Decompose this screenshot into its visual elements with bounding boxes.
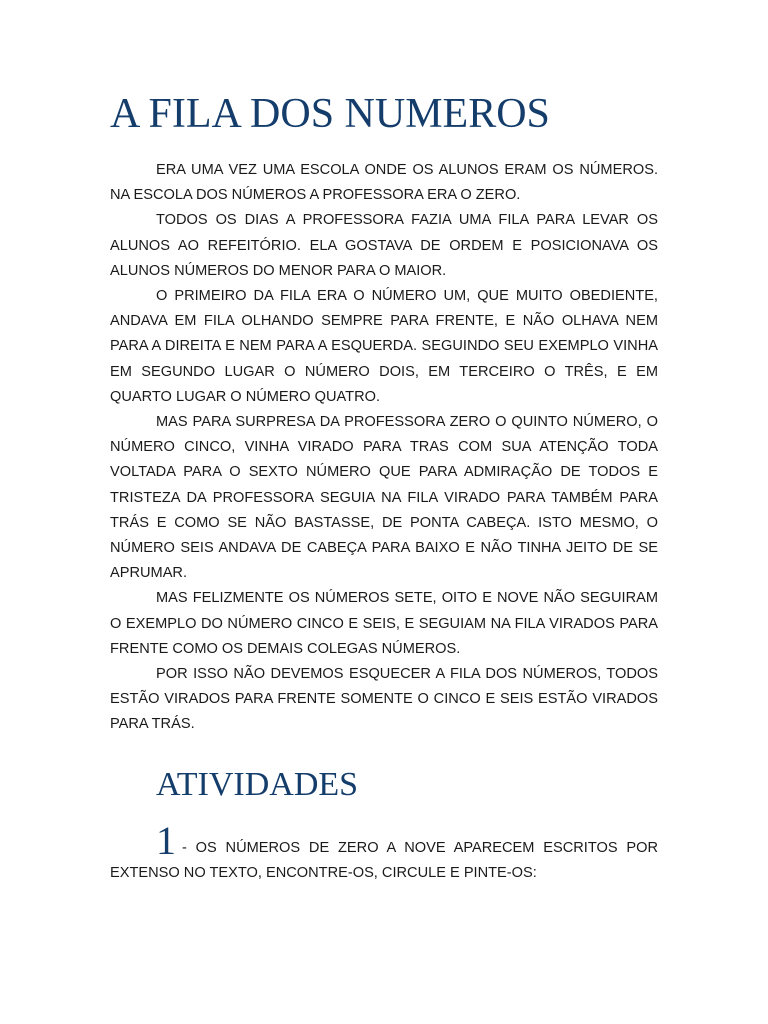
story-body bbox=[110, 158, 658, 738]
activity-item bbox=[110, 818, 658, 886]
story-paragraph: ERA UMA VEZ UMA ESCOLA ONDE OS ALUNOS ERAM OS NÚMEROS. NA ESCOLA DOS NÚMEROS A PROFESSORA ERA O ZERO. bbox=[110, 162, 658, 204]
story-paragraph: O PRIMEIRO DA FILA ERA O NÚMERO UM, QUE MUITO OBEDIENTE, ANDAVA EM FILA OLHANDO SEMPRE PARA FRENTE, E NÃO OLHAVA NEM PARA A DIREITA E NEM PARA A ESQUERDA. SEGUINDO SEU EXEMPLO VINHA EM SEGUNDO LUGAR O NÚMERO DOIS, EM TERCEIRO O TRÊS, E EM QUARTO LUGAR O NÚMERO QUATRO. bbox=[110, 288, 658, 405]
activity-text: - OS NÚMEROS DE ZERO A NOVE APARECEM ESCRITOS POR EXTENSO NO TEXTO, ENCONTRE-OS, CIRCULE E PINTE-OS: bbox=[110, 840, 658, 882]
activity-paragraph bbox=[110, 818, 658, 886]
document-title: A FILA DOS NUMEROS bbox=[110, 91, 550, 137]
story-paragraph: MAS PARA SURPRESA DA PROFESSORA ZERO O QUINTO NÚMERO, O NÚMERO CINCO, VINHA VIRADO PARA TRAS COM SUA ATENÇÃO TODA VOLTADA PARA O SEXTO NÚMERO QUE PARA ADMIRAÇÃO DE TODOS E TRISTEZA DA PROFESSORA SEGUIA NA FILA VIRADO PARA TAMBÉM PARA TRÁS E COMO SE NÃO BASTASSE, DE PONTA CABEÇA. ISTO MESMO, O NÚMERO SEIS ANDAVA DE CABEÇA PARA BAIXO E NÃO TINHA JEITO DE SE APRUMAR. bbox=[110, 414, 658, 582]
activity-number: 1 bbox=[156, 818, 176, 863]
activities-heading: ATIVIDADES bbox=[156, 766, 359, 803]
story-paragraph: TODOS OS DIAS A PROFESSORA FAZIA UMA FILA PARA LEVAR OS ALUNOS AO REFEITÓRIO. ELA GOSTAVA DE ORDEM E POSICIONAVA OS ALUNOS NÚMEROS DO MENOR PARA O MAIOR. bbox=[110, 212, 658, 279]
story-paragraph: POR ISSO NÃO DEVEMOS ESQUECER A FILA DOS NÚMEROS, TODOS ESTÃO VIRADOS PARA FRENTE SOMENTE O CINCO E SEIS ESTÃO VIRADOS PARA TRÁS. bbox=[110, 666, 658, 733]
story-paragraph: MAS FELIZMENTE OS NÚMEROS SETE, OITO E NOVE NÃO SEGUIRAM O EXEMPLO DO NÚMERO CINCO E SEIS, E SEGUIAM NA FILA VIRADOS PARA FRENTE COMO OS DEMAIS COLEGAS NÚMEROS. bbox=[110, 590, 658, 657]
